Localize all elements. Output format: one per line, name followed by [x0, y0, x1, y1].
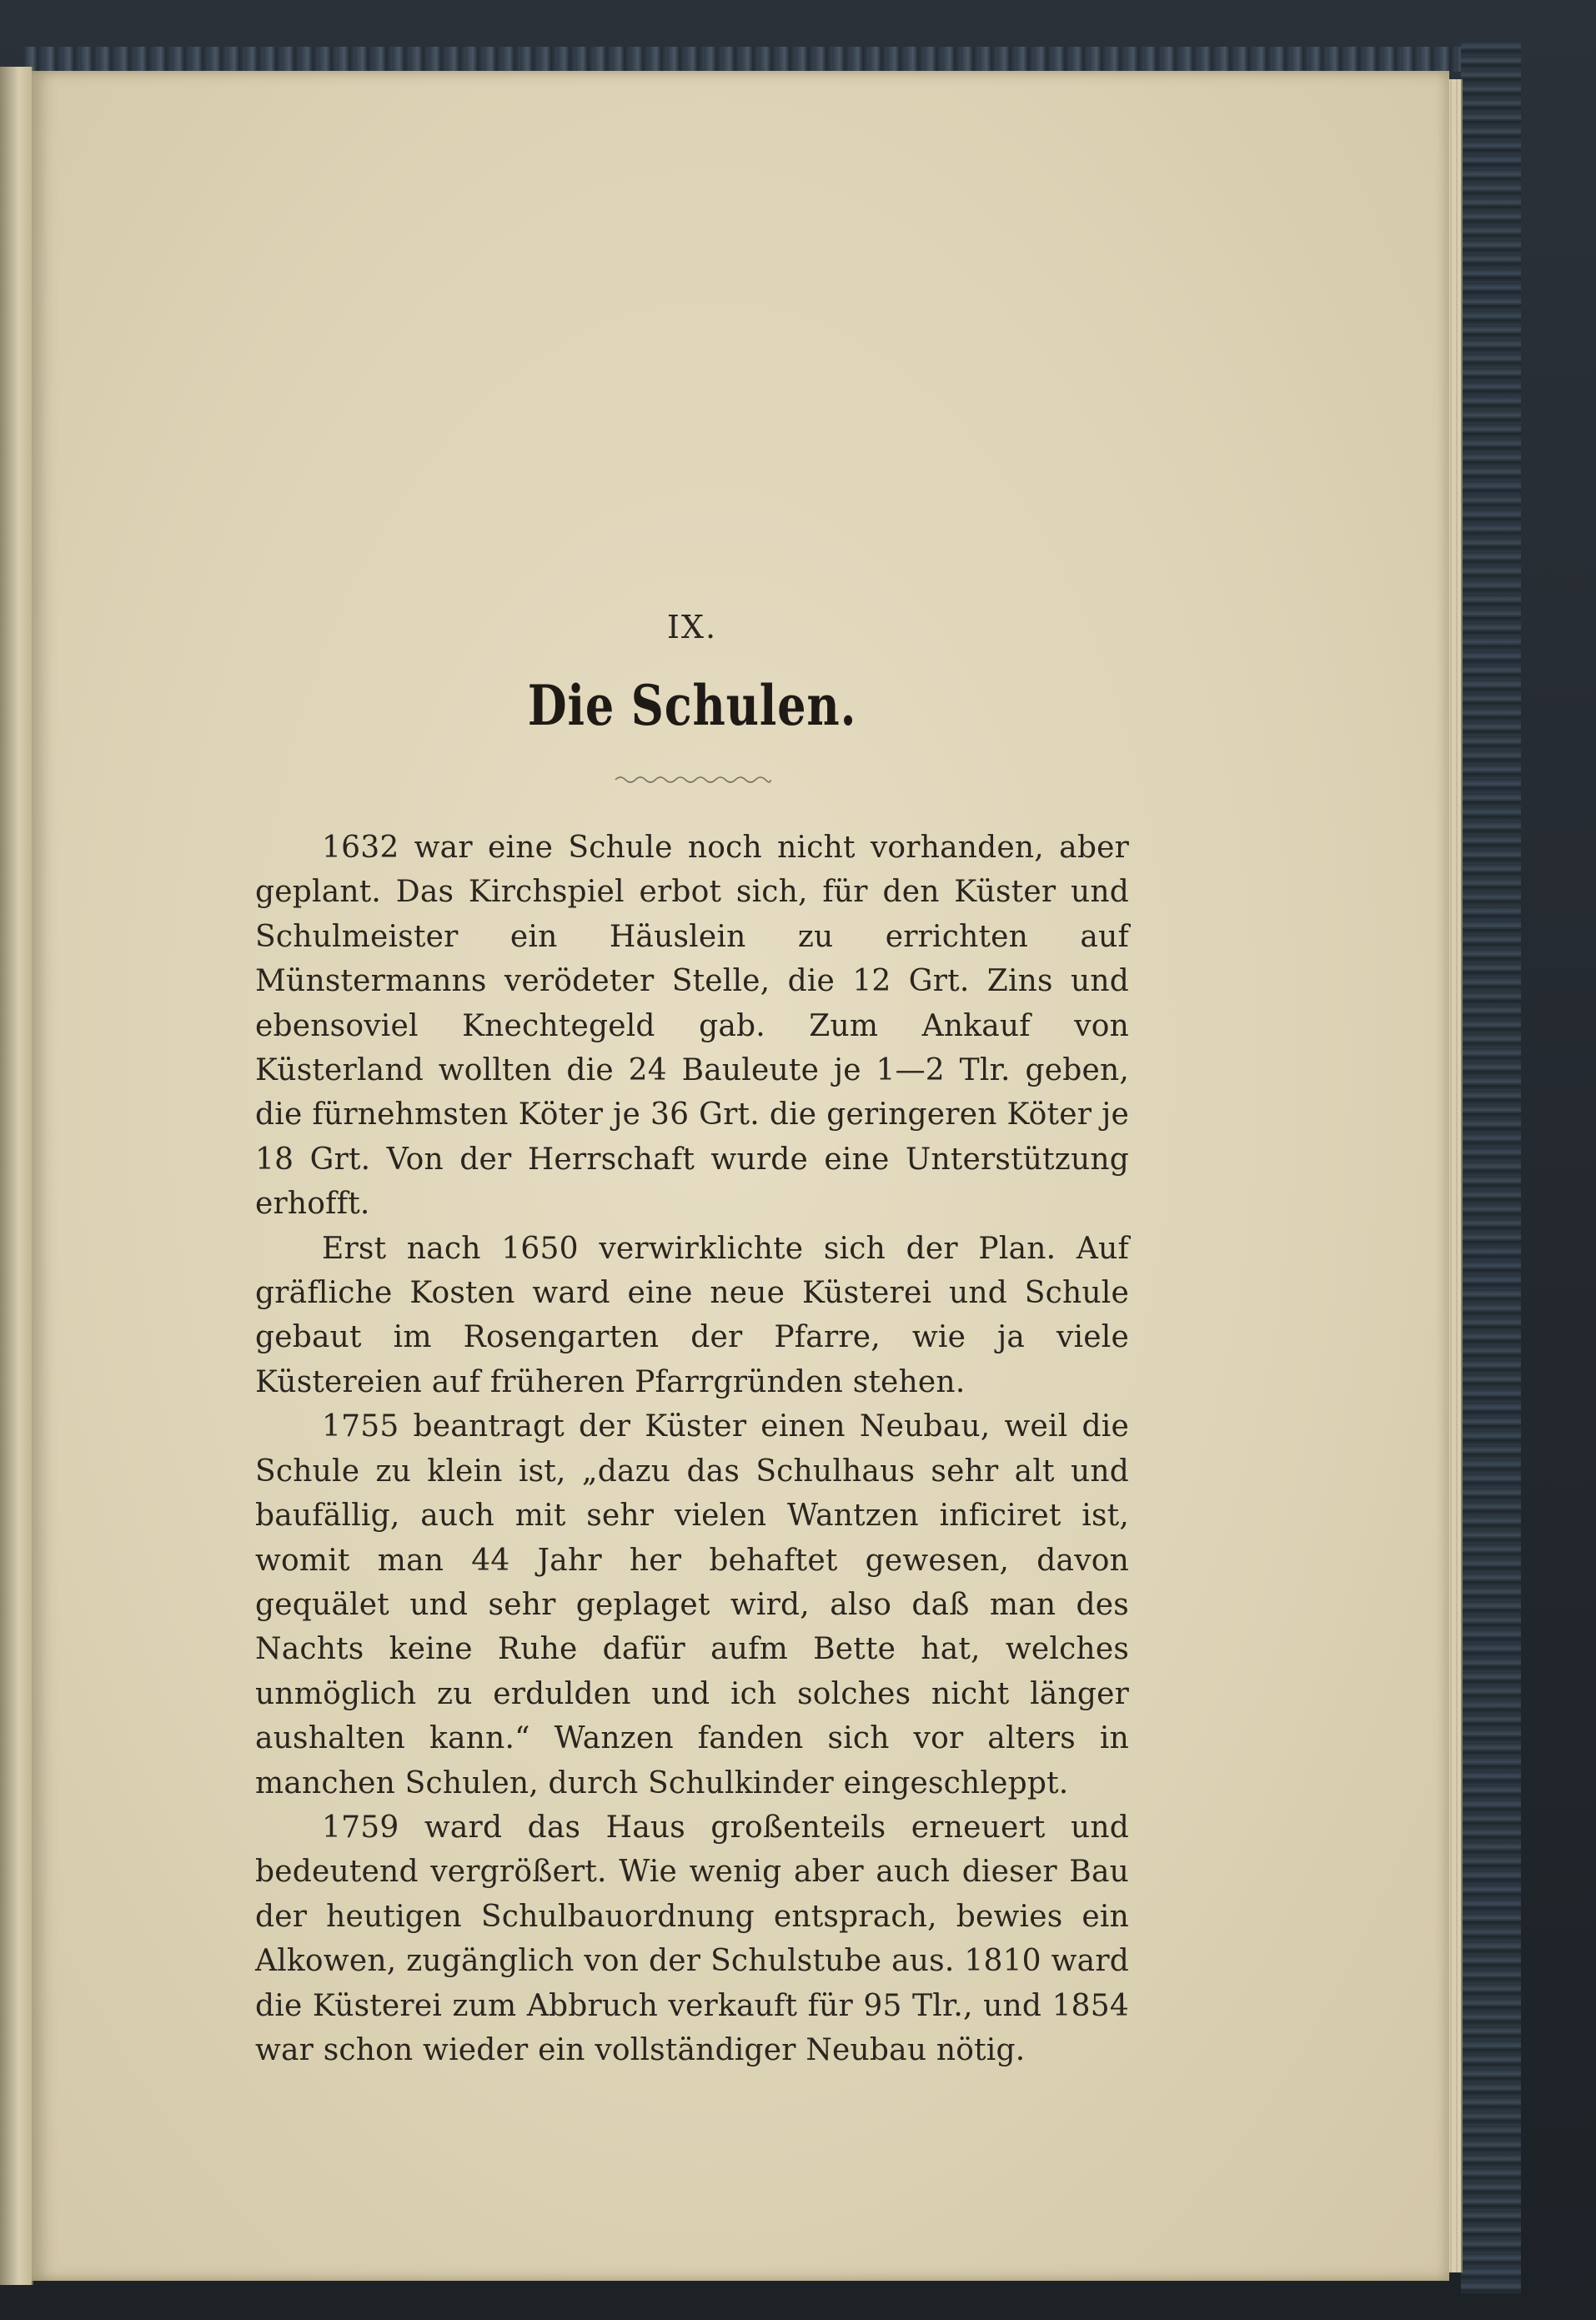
- paragraph-3: 1755 beantragt der Küster einen Neubau, weil die Schule zu klein ist, „dazu das Schulhaus sehr alt und baufällig, auch mit sehr vielen Wantzen inficiret ist, womit man 44 Jahr her behaftet gewesen, davon gequälet und sehr geplaget wird, also daß man des Nachts keine Ruhe dafür aufm Bette hat, welches unmöglich zu erdulden und ich solches nicht länger aushalten kann.“ Wanzen fanden sich vor alters in manchen Schulen, durch Schulkinder eingeschleppt.: [255, 1409, 1129, 1800]
- paragraph-1: 1632 war eine Schule noch nicht vorhanden, aber geplant. Das Kirchspiel erbot sich, für den Küster und Schulmeister ein Häuslein zu errichten auf Münstermanns verödeter Stelle, die 12 Grt. Zins und ebensoviel Knechtegeld gab. Zum Ankauf von Küsterland wollten die 24 Bauleute je 1—2 Tlr. geben, die fürnehmsten Köter je 36 Grt. die geringeren Köter je 18 Grt. Von der Herrschaft wurde eine Unterstützung erhofft.: [255, 831, 1129, 1222]
- book-cover-top-edge: [25, 47, 1518, 72]
- facing-page-edge: [0, 67, 33, 2285]
- book-page: [32, 71, 1449, 2281]
- chapter-body: [255, 826, 1129, 2072]
- wave-ornament: [614, 773, 772, 786]
- paragraph-4: 1759 ward das Haus großenteils erneuert und bedeutend vergrößert. Wie wenig aber auch dieser Bau der heutigen Schulbauordnung entsprach, bewies ein Alkowen, zugänglich von der Schulstube aus. 1810 ward die Küsterei zum Abbruch verkauft für 95 Tlr., und 1854 war schon wieder ein vollständiger Neubau nötig.: [255, 1810, 1129, 2067]
- chapter-title: Die Schulen.: [527, 673, 857, 738]
- book-cover-right-edge: [1461, 42, 1521, 2293]
- paragraph-2: Erst nach 1650 verwirklichte sich der Plan. Auf gräfliche Kosten ward eine neue Küsterei und Schule gebaut im Rosengarten der Pfarre, wie ja viele Küstereien auf früheren Pfarrgründen stehen.: [255, 1231, 1129, 1399]
- chapter-number: IX.: [666, 609, 718, 645]
